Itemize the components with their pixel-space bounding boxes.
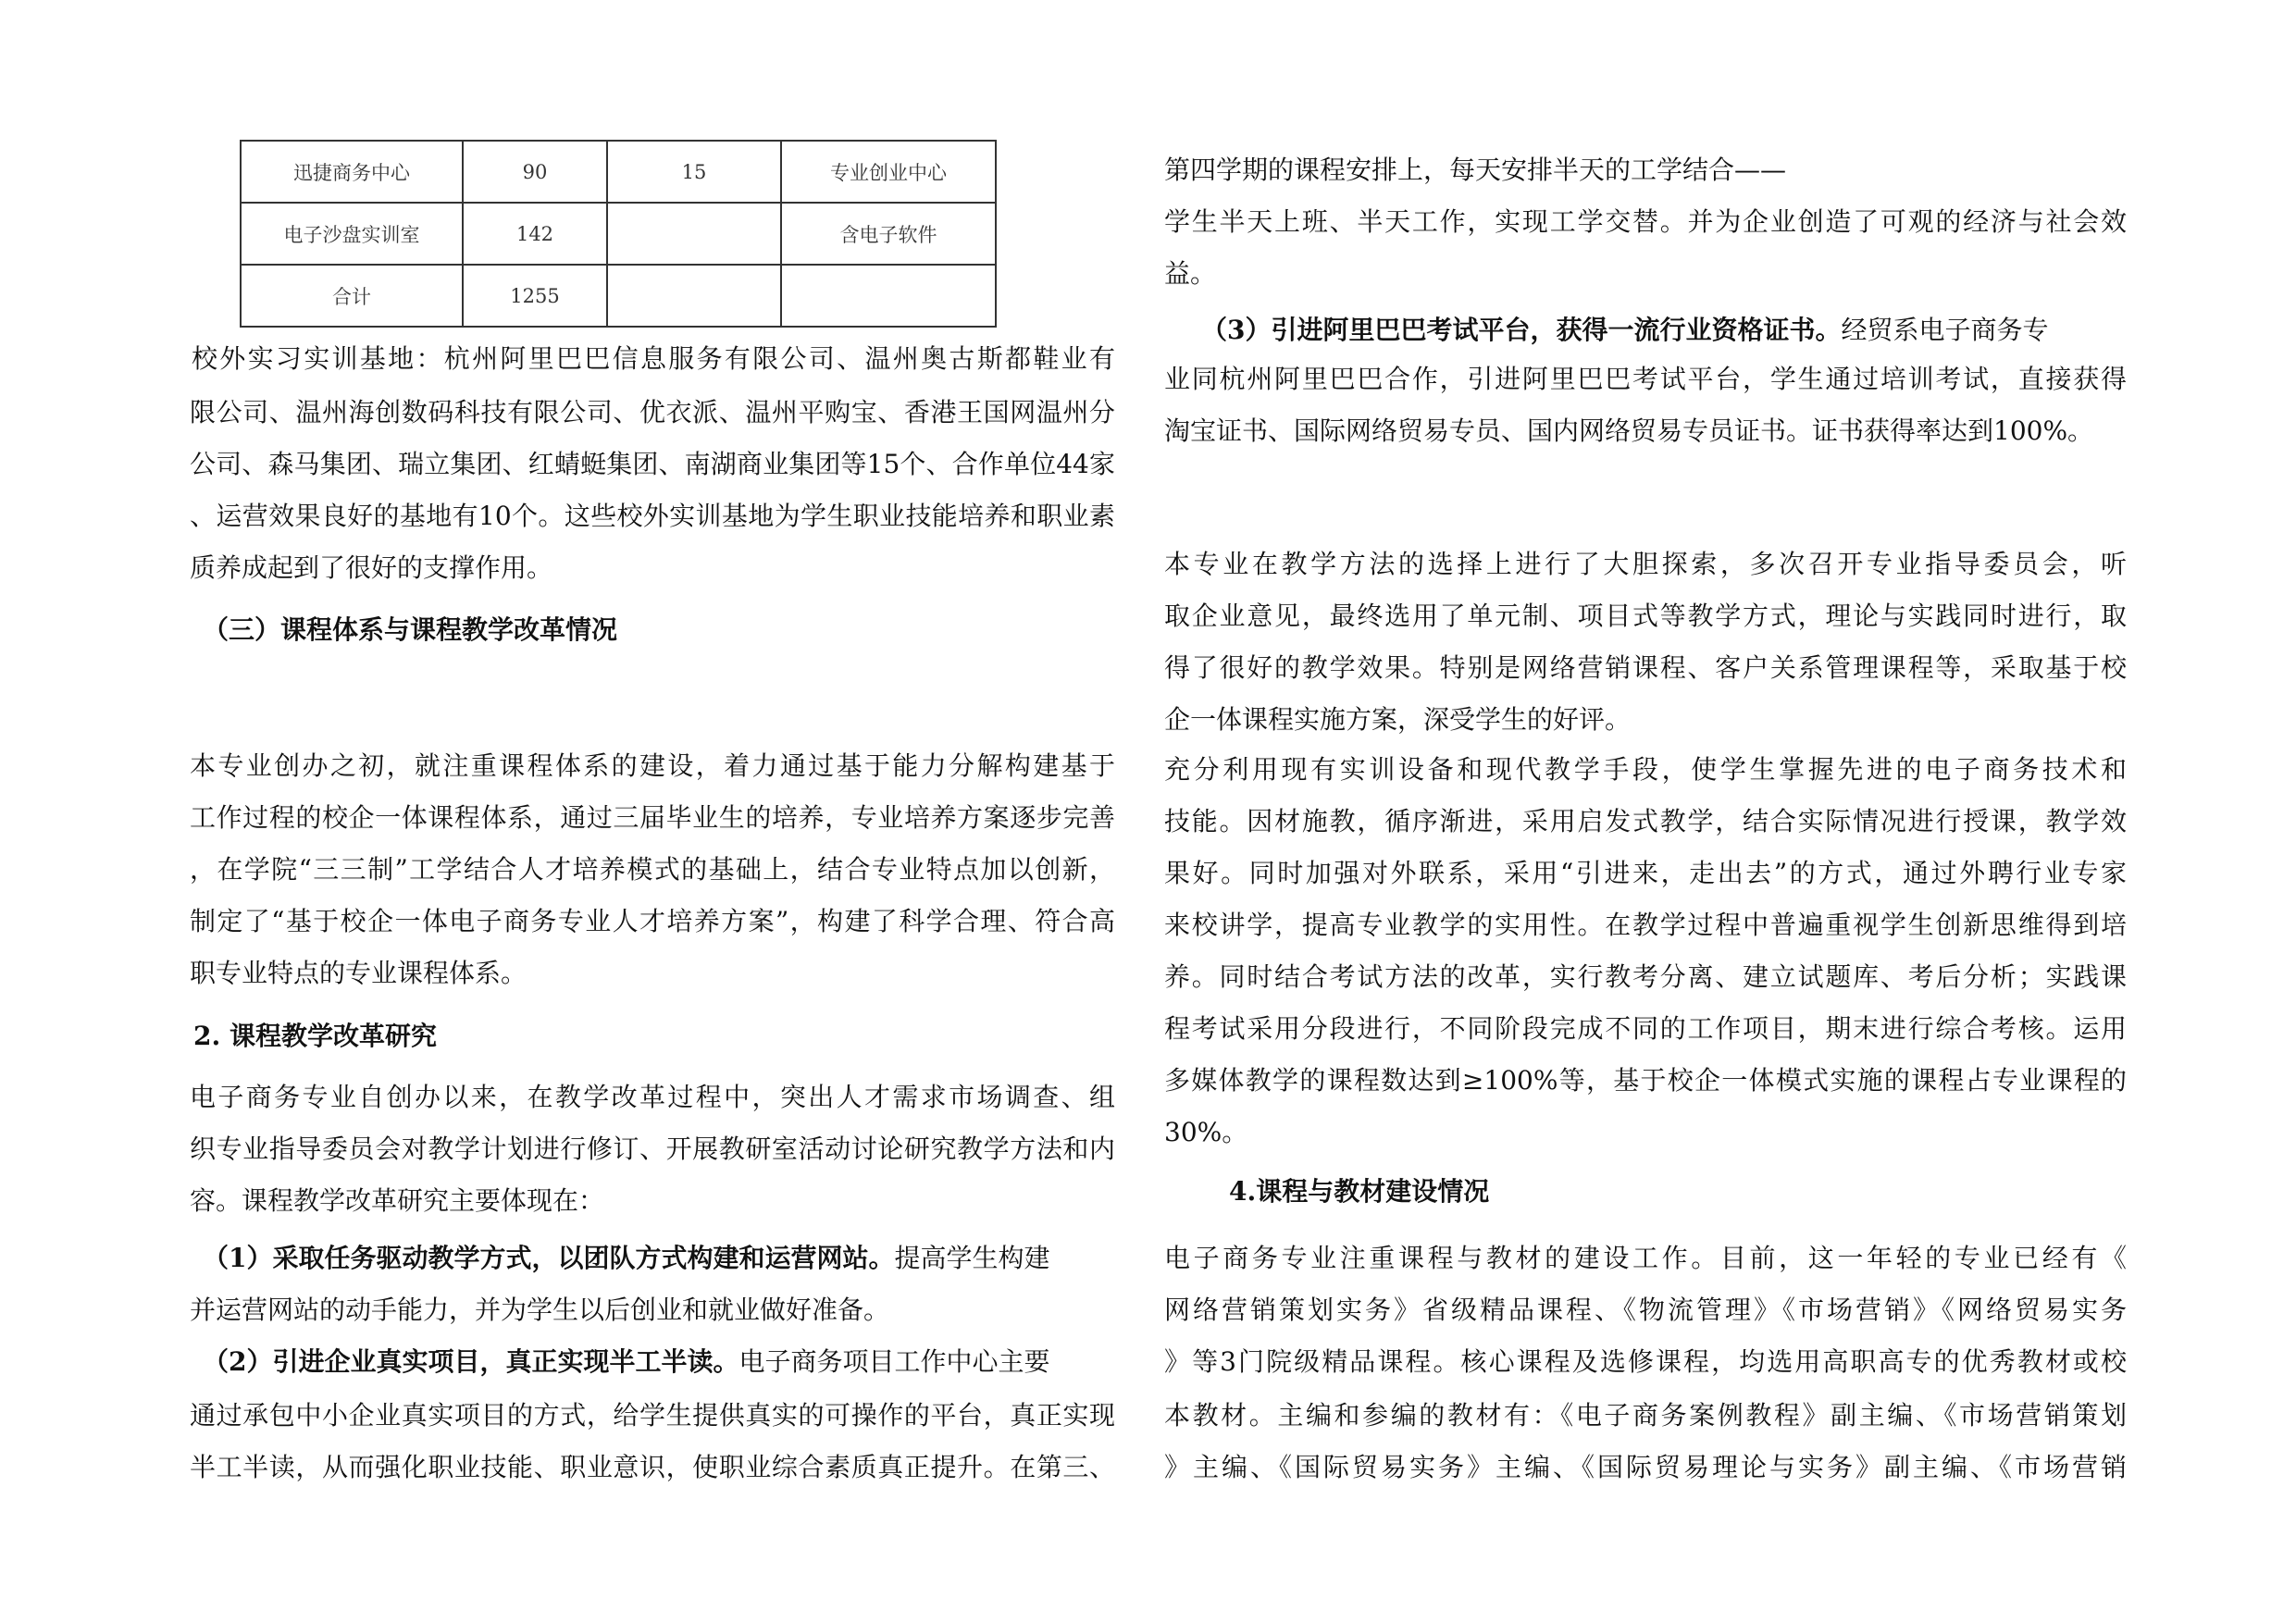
paragraph-line: 》主编、《国际贸易实务》主编、《国际贸易理论与实务》副主编、《市场营销	[1164, 1452, 2127, 1482]
paragraph-line: 学生半天上班、半天工作，实现工学交替。并为企业创造了可观的经济与社会效	[1164, 206, 2127, 237]
table-cell: 迅捷商务中心	[241, 141, 463, 203]
item-heading: （3）引进阿里巴巴考试平台，获得一流行业资格证书。	[1201, 315, 1842, 345]
paragraph-line: 电子商务专业自创办以来，在教学改革过程中，突出人才需求市场调查、组	[190, 1082, 1115, 1112]
table-cell	[781, 265, 996, 327]
training-room-table	[240, 140, 997, 328]
section-heading: 4.课程与教材建设情况	[1229, 1176, 1490, 1207]
item-text: 提高学生构建	[894, 1243, 1050, 1273]
paragraph-line: ，在学院“三三制”工学结合人才培养模式的基础上，结合专业特点加以创新，	[190, 854, 1115, 885]
paragraph-line: 多媒体教学的课程数达到≥100%等，基于校企一体模式实施的课程占专业课程的	[1164, 1065, 2127, 1096]
paragraph-line: 果好。同时加强对外联系，采用“引进来，走出去”的方式，通过外聘行业专家	[1164, 858, 2127, 888]
paragraph-line: 半工半读，从而强化职业技能、职业意识，使职业综合素质真正提升。在第三、	[190, 1452, 1115, 1482]
section-heading: （三）课程体系与课程教学改革情况	[203, 614, 618, 645]
table-cell: 142	[463, 203, 607, 265]
table-row	[241, 265, 996, 327]
table-cell: 电子沙盘实训室	[241, 203, 463, 265]
table-cell: 合计	[241, 265, 463, 327]
table-cell	[607, 265, 781, 327]
paragraph-line: 制定了“基于校企一体电子商务专业人才培养方案”，构建了科学合理、符合高	[190, 906, 1115, 936]
paragraph-line: 织专业指导委员会对教学计划进行修订、开展教研室活动讨论研究教学方法和内	[190, 1134, 1115, 1164]
paragraph-line: 技能。因材施教，循序渐进，采用启发式教学，结合实际情况进行授课，教学效	[1164, 806, 2127, 836]
paragraph-line: 业同杭州阿里巴巴合作，引进阿里巴巴考试平台，学生通过培训考试，直接获得	[1164, 364, 2127, 394]
paragraph-line: 程考试采用分段进行，不同阶段完成不同的工作项目，期末进行综合考核。运用	[1164, 1013, 2127, 1044]
table-cell: 90	[463, 141, 607, 203]
paragraph-line: 来校讲学，提高专业教学的实用性。在教学过程中普遍重视学生创新思维得到培	[1164, 910, 2127, 940]
paragraph-line: 充分利用现有实训设备和现代教学手段，使学生掌握先进的电子商务技术和	[1164, 754, 2127, 785]
paragraph-line: 容。课程教学改革研究主要体现在：	[190, 1185, 605, 1216]
item-text: 电子商务项目工作中心主要	[738, 1346, 1050, 1377]
table-row	[241, 141, 996, 203]
paragraph-line: 第四学期的课程安排上，每天安排半天的工学结合——	[1164, 155, 1787, 185]
paragraph-line	[203, 1240, 1050, 1277]
table-cell	[607, 203, 781, 265]
table-cell: 含电子软件	[781, 203, 996, 265]
paragraph-line: 工作过程的校企一体课程体系，通过三届毕业生的培养，专业培养方案逐步完善	[190, 802, 1115, 833]
paragraph-line	[203, 1344, 1050, 1381]
section-heading: 2. 课程教学改革研究	[193, 1021, 437, 1051]
paragraph-line: 企一体课程实施方案，深受学生的好评。	[1164, 704, 1632, 735]
paragraph-line: 限公司、温州海创数码科技有限公司、优衣派、温州平购宝、香港王国网温州分	[190, 397, 1115, 427]
paragraph-line: 淘宝证书、国际网络贸易专员、国内网络贸易专员证书。证书获得率达到100%。	[1164, 415, 2094, 446]
item-heading: （2）引进企业真实项目，真正实现半工半读。	[203, 1346, 739, 1377]
table-cell: 15	[607, 141, 781, 203]
table-row	[241, 203, 996, 265]
item-text: 经贸系电子商务专	[1841, 315, 2049, 345]
paragraph-line: 通过承包中小企业真实项目的方式，给学生提供真实的可操作的平台，真正实现	[190, 1400, 1115, 1431]
table-cell: 专业创业中心	[781, 141, 996, 203]
paragraph-line: 30%。	[1164, 1117, 1248, 1147]
table-cell: 1255	[463, 265, 607, 327]
paragraph-line: 质养成起到了很好的支撑作用。	[190, 552, 553, 583]
paragraph-line: 公司、森马集团、瑞立集团、红蜻蜓集团、南湖商业集团等15个、合作单位44家	[190, 449, 1115, 479]
paragraph-line: 职专业特点的专业课程体系。	[190, 958, 527, 988]
item-heading: （1）采取任务驱动教学方式，以团队方式构建和运营网站。	[203, 1243, 895, 1273]
paragraph-line: 本专业创办之初，就注重课程体系的建设，着力通过基于能力分解构建基于	[190, 750, 1115, 781]
paragraph-line: 、运营效果良好的基地有10个。这些校外实训基地为学生职业技能培养和职业素	[190, 501, 1115, 531]
paragraph-line: 养。同时结合考试方法的改革，实行教考分离、建立试题库、考后分析；实践课	[1164, 961, 2127, 992]
paragraph-line: 电子商务专业注重课程与教材的建设工作。目前，这一年轻的专业已经有《	[1164, 1243, 2127, 1273]
paragraph-line: 》等3门院级精品课程。核心课程及选修课程，均选用高职高专的优秀教材或校	[1164, 1346, 2127, 1377]
paragraph-line: 网络营销策划实务》省级精品课程、《物流管理》《市场营销》《网络贸易实务	[1164, 1295, 2127, 1325]
paragraph-line: 得了很好的教学效果。特别是网络营销课程、客户关系管理课程等，采取基于校	[1164, 652, 2127, 683]
paragraph-line: 取企业意见，最终选用了单元制、项目式等教学方式，理论与实践同时进行，取	[1164, 601, 2127, 631]
paragraph-line: 益。	[1164, 258, 1217, 289]
paragraph-line	[1201, 312, 2049, 349]
paragraph-line: 本专业在教学方法的选择上进行了大胆探索，多次召开专业指导委员会，听	[1164, 549, 2127, 579]
paragraph-line: 并运营网站的动手能力，并为学生以后创业和就业做好准备。	[190, 1295, 890, 1325]
paragraph-line: 校外实习实训基地：杭州阿里巴巴信息服务有限公司、温州奥古斯都鞋业有	[192, 343, 1115, 374]
paragraph-line: 本教材。主编和参编的教材有：《电子商务案例教程》副主编、《市场营销策划	[1164, 1400, 2127, 1431]
